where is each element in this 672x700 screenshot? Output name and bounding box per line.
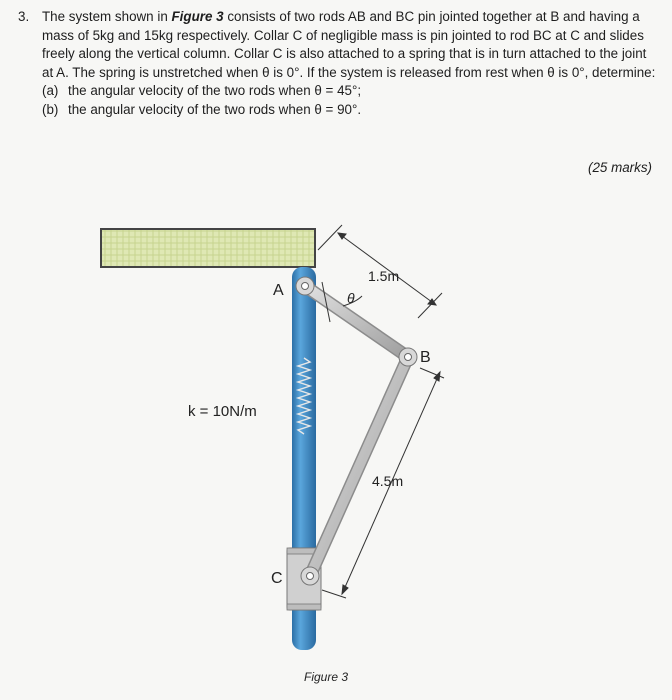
label-a: A <box>273 282 284 299</box>
question-number: 3. <box>18 9 30 24</box>
ceiling-support <box>101 229 315 267</box>
pin-a <box>296 277 314 295</box>
dim-ab-label: 1.5m <box>368 268 400 284</box>
part-a-label: (a) <box>42 83 59 99</box>
figure-reference: Figure 3 <box>171 9 224 24</box>
pin-c <box>301 567 319 585</box>
dim-bc-label: 4.5m <box>372 473 404 489</box>
label-b: B <box>420 349 431 366</box>
figure-caption: Figure 3 <box>304 670 349 684</box>
stem-before: The system shown in <box>42 9 172 24</box>
part-b-label: (b) <box>42 101 59 117</box>
part-a-text: the angular velocity of the two rods when θ = 45°; <box>68 83 362 99</box>
pin-b <box>399 348 417 366</box>
label-c: C <box>271 570 283 587</box>
part-b-text: the angular velocity of the two rods when θ = 90°. <box>68 101 362 117</box>
stem-after: consists of two rods AB and BC pin jointed together at B and having a mass of 5kg and 15kg respectively. Collar C of negligible mass is pin jointed to rod BC at C and slides freely along the vertical column. Collar C is also attached to a spring that is in turn attached to the joint at A. The spring is unstretched when θ is 0°. If the system is released from rest when θ is 0°, determine: <box>42 9 656 80</box>
label-theta: θ <box>347 290 355 306</box>
marks-label: (25 marks) <box>588 160 652 175</box>
spring-stiffness-label: k = 10N/m <box>188 403 257 420</box>
